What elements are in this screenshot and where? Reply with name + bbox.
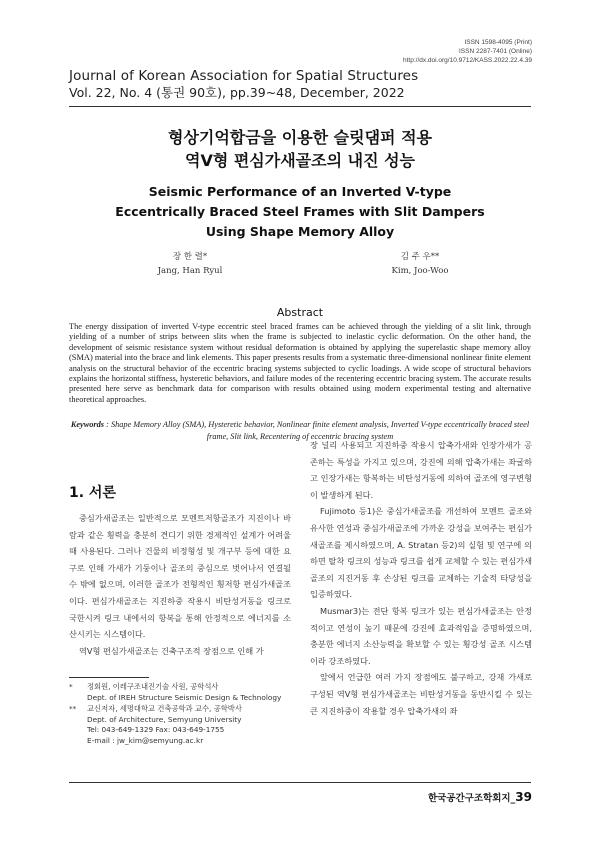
- author-1-korean: 장 한 렬*: [172, 252, 208, 262]
- intro-paragraph-2-end: 장 널리 사용되고 지진하중 작용시 압축가새와 인장가새가 공존하는 특성을 가지고 있으며, 강진에 의해 압축가새는 좌굴하고 인장가새는 항복하는 비탄성거동에 의하여 골조에 영구변형이 발생하게 된다.: [310, 440, 532, 500]
- abstract-heading: Abstract: [276, 306, 324, 319]
- footer-divider: [69, 782, 531, 783]
- english-title-line3: Using Shape Memory Alloy: [205, 224, 395, 239]
- issn-block: [403, 38, 532, 65]
- footnote-1-line1: 정회원, 이레구조내진기술 사원, 공학석사: [87, 682, 219, 691]
- footnote-2-line1: 교신저자, 세명대학교 건축공학과 교수, 공학박사: [87, 704, 242, 713]
- journal-name: Journal of Korean Association for Spatial Structures: [69, 68, 419, 84]
- footnote-2-line4[interactable]: E-mail : jw_kim@semyung.ac.kr: [87, 735, 204, 745]
- issn-online: ISSN 2287-7401 (Online): [459, 48, 532, 55]
- footnote-divider: [69, 677, 149, 678]
- footnote-1-mark: *: [69, 682, 73, 691]
- author-1: [130, 250, 250, 278]
- right-column: [310, 437, 532, 719]
- footnote-2-line2: Dept. of Architecture, Semyung University: [87, 714, 242, 724]
- footnote-1: [69, 682, 291, 703]
- keywords-text: : Shape Memory Alloy (SMA), Hysteretic behavior, Nonlinear finite element analysis, Inverted V-type eccentrically braced steel frame, Slit link, Recentering of eccentric bracing system: [104, 420, 530, 441]
- intro-paragraph-3: Fujimoto 등1)은 중심가새골조를 개선하여 모멘트 골조와 유사한 연성과 중심가새골조에 가까운 강성을 보여주는 편심가새골조를 제시하였으며, A. Stratan 등2)의 실험 및 연구에 의하면 탈착 링크의 성능과 링크를 쉽게 교체할 수 있는 편심가새골조의 지진거동 후 손상된 링크를 교체하는 기술적 타당성을 입증하였다.: [310, 506, 532, 600]
- korean-title-line2: 역V형 편심가새골조의 내진 성능: [184, 151, 416, 170]
- left-column: [69, 484, 291, 659]
- intro-paragraph-2-start: 역V형 편심가새골조는 건축구조적 장점으로 인해 가: [79, 645, 264, 656]
- header-divider: [69, 106, 531, 107]
- author-2: [360, 250, 480, 278]
- intro-paragraph-5: 앞에서 언급한 여러 가지 장점에도 불구하고, 강재 가새로 구성된 역V형 편심가새골조는 비탄성거동을 동반시킬 수 있는 큰 지진하중이 작용할 경우 압축가새의 좌: [310, 672, 532, 716]
- footnote-2-line3: Tel: 043-649-1329 Fax: 043-649-1755: [87, 725, 225, 734]
- english-title-line2: Eccentrically Braced Steel Frames with Slit Dampers: [115, 204, 485, 219]
- keywords-label: Keywords: [70, 420, 105, 429]
- korean-title: [60, 126, 540, 172]
- footer-journal: 한국공간구조학회지: [427, 793, 511, 804]
- korean-title-line1: 형상기억합금을 이용한 슬릿댐퍼 적용: [167, 128, 432, 147]
- intro-paragraph-4: Musmar3)는 전단 항복 링크가 있는 편심가새골조는 안정적이고 연성이 높기 때문에 강진에 효과적임을 증명하였으며, 충분한 에너지 소산능력을 확보할 수 있는 횡강성 골조 시스템이라 강조하였다.: [310, 605, 532, 666]
- footnote-2-mark: **: [69, 704, 77, 713]
- volume-line: Vol. 22, No. 4 (통권 90호), pp.39~48, December, 2022: [69, 85, 405, 100]
- footnotes: [69, 682, 291, 747]
- issn-print: ISSN 1598-4095 (Print): [464, 39, 532, 46]
- author-2-english: Kim, Joo-Woo: [391, 266, 449, 276]
- abstract-text: The energy dissipation of inverted V-type eccentric steel braced frames can be achieved through the yielding of a slit link, through yielding of a number of strips between slits when the frame is subjected to inelastic cyclic deformation. On the other hand, the development of seismic resistance system without residual deformation is obtained by applying the superelastic shape memory alloy (SMA) material into the brace and link elements. This paper presents results from a systematic three-dimensional nonlinear finite element analysis on the structural behavior of the eccentric bracing systems subjected to cyclic loadings. A wide scope of structural behaviors explains the horizontal stiffness, hysteretic behaviors, and failure modes of the recentering eccentric bracing system. The accurate results presented here serve as benchmark data for comparison with results obtained using modern experimental testing and alternative theoretical approaches.: [69, 322, 531, 404]
- section-title: 1. 서론: [69, 485, 116, 501]
- english-title-line1: Seismic Performance of an Inverted V-type: [148, 184, 452, 199]
- footnote-2: [69, 704, 291, 746]
- intro-paragraph-1: 중심가새골조는 일반적으로 모멘트저항골조가 지진이나 바람과 같은 횡력을 충분히 견디기 위한 경제적인 설계가 어려울 때 사용된다. 그러나 건물의 비정형성 및 개구부 등에 대한 요구로 인해 가새가 기둥이나 골조의 중심으로 벗어나서 연결될 수 밖에 없으며, 이러한 골조가 전형적인 횡저항 편심가새골조이다. 편심가새골조는 지진하중 작용시 비탄성거동을 링크로 국한시켜 링크 내에서의 항복을 통해 안정적으로 에너지를 소산시키는 시스템이다.: [69, 513, 291, 640]
- english-title: [60, 182, 540, 242]
- author-1-english: Jang, Han Ryul: [157, 266, 223, 276]
- footnote-1-line2: Dept. of IREH Structure Seismic Design & Technology: [87, 692, 282, 702]
- page-footer: 한국공간구조학회지_39: [427, 790, 532, 804]
- author-2-korean: 김 주 우**: [400, 252, 440, 262]
- journal-header: [69, 68, 539, 101]
- page-number: 39: [515, 790, 532, 804]
- doi-link[interactable]: http://dx.doi.org/10.9712/KASS.2022.22.4.39: [402, 57, 532, 64]
